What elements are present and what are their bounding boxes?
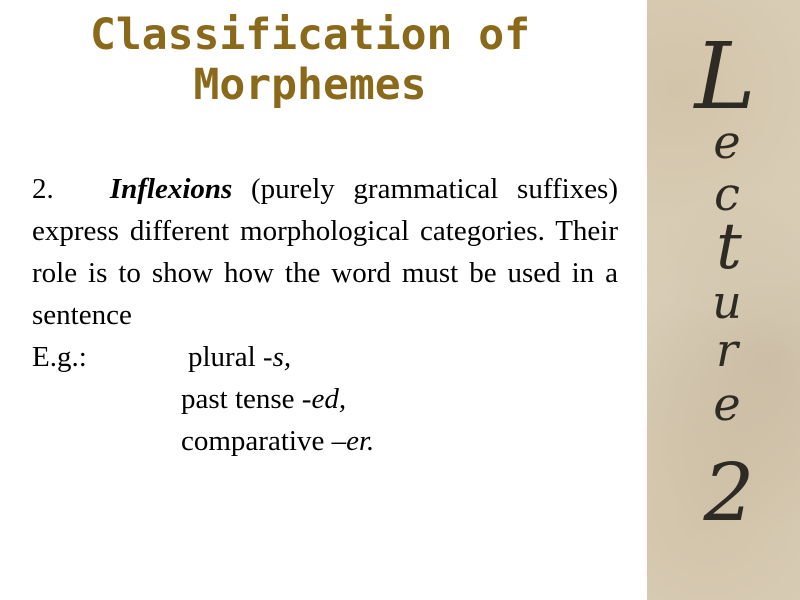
letter-e: e [713,115,741,169]
slide-title [60,10,560,110]
letter-e-2: e [713,377,741,431]
term-inflexions: Inflexions [109,173,233,205]
letter-L: L [694,23,756,130]
examples-label: E.g.: [32,341,87,373]
definition-text: (purely grammatical suffixes) express different morphological categories. Their role is to show how the word must be used in a sentence [32,173,619,331]
lecture-sidebar [647,0,800,600]
digit-2: 2 [703,446,755,539]
letter-r: r [716,323,738,377]
example-row-1 [32,336,618,378]
letter-u: u [712,275,742,329]
lecture-2-letters [647,0,800,600]
example-row-2 [32,378,618,420]
slide-body [32,168,618,462]
letter-c: c [714,167,740,221]
item-number: 2. [32,173,54,205]
example-past-tense: past tense -ed, [181,383,347,415]
letter-t: t [716,210,742,284]
definition-paragraph [32,168,618,336]
title-line-2: Morphemes [193,60,427,110]
example-row-3 [32,420,618,462]
title-line-1: Classification of [89,10,531,60]
example-plural: plural -s, [188,341,292,373]
example-comparative: comparative –er. [181,425,375,457]
